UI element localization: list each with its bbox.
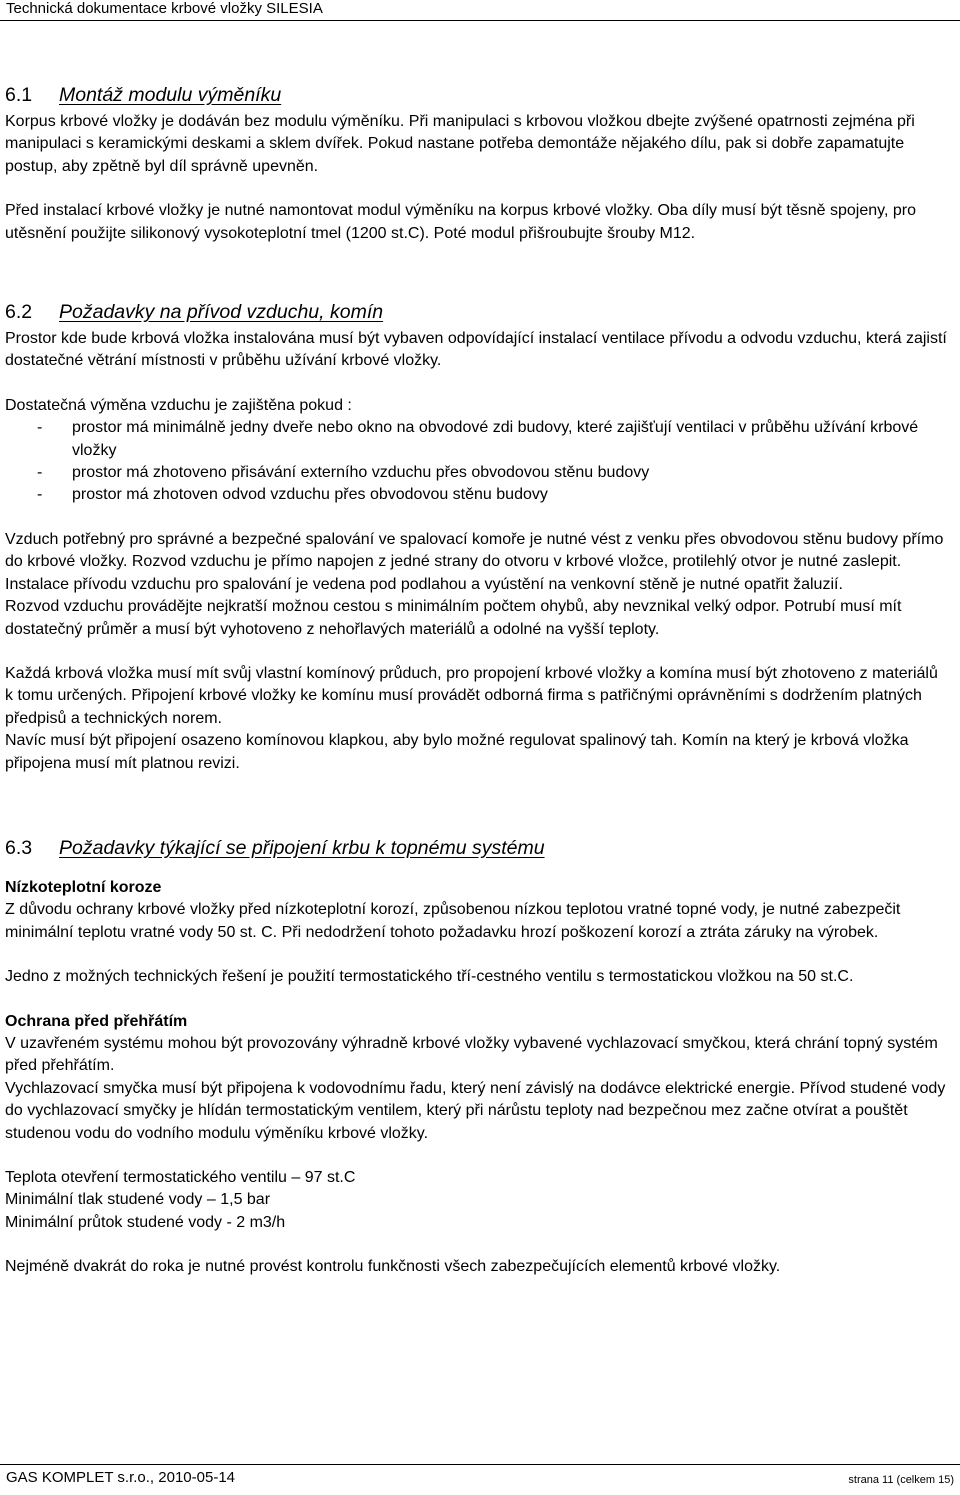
spec-line: Minimální tlak studené vody – 1,5 bar xyxy=(5,1191,271,1209)
footer-rule xyxy=(0,1464,960,1465)
header-rule xyxy=(0,20,960,21)
paragraph: Navíc musí být připojení osazeno komínovou klapkou, aby bylo možné regulovat spalinový tah. Komín na který je krbová vložka připojena musí mít platnou revizi. xyxy=(5,732,909,772)
list-item: - prostor má zhotoven odvod vzduchu přes obvodovou stěnu budovy xyxy=(5,484,950,506)
paragraph: Z důvodu ochrany krbové vložky před nízkoteplotní korozí, způsobenou nízkou teplotou vratné topné vody, je nutné zabezpečit minimální teplotu vratné vody 50 st. C. Při nedodržení tohoto požadavku hrozí poškození korozí a ztráta záruky na výrobek. xyxy=(5,901,901,941)
paragraph: Každá krbová vložka musí mít svůj vlastní komínový průduch, pro propojení krbové vložky a komína musí být zhotoveno z materiálů k tomu určených. Připojení krbové vložky ke komínu musí provádět odborná firma s patřičnými oprávněními s dodržením platných předpisů a technických norem. xyxy=(5,664,938,727)
paragraph: Korpus krbové vložky je dodáván bez modulu výměníku. Při manipulaci s krbovou vložkou dbejte zvýšené opatrnosti zejména při manipulaci s keramickými deskami a sklem dvířek. Pokud nastane potřeba demontáže nějakého dílu, pak si dobře zapamatujte postup, aby zpětně byl díl správně upevněn. xyxy=(5,113,915,175)
footer-company-date: GAS KOMPLET s.r.o., 2010-05-14 xyxy=(6,1469,235,1486)
section-title: Požadavky týkající se připojení krbu k topnému systému xyxy=(59,836,545,859)
paragraph: Vzduch potřebný pro správné a bezpečné spalování ve spalovací komoře je nutné vést z venku přes obvodovou stěnu budovy přímo do krbové vložky. Rozvod vzduchu je přímo napojen z jedné strany do otvoru v krbové vložce, protilehlý otvor je nutné zaslepit. Instalace přívodu vzduchu pro spalování je vedena pod podlahou a vyústění na venkovní stěně je nutné opatřit žaluzií. xyxy=(5,530,944,593)
section-6-1-heading xyxy=(5,82,950,108)
section-number: 6.1 xyxy=(5,84,33,106)
paragraph: Dostatečná výměna vzduchu je zajištěna pokud : xyxy=(5,396,352,414)
paragraph: V uzavřeném systému mohou být provozovány výhradně krbové vložky vybavené vychlazovací smyčkou, která chrání topný systém před přehřátím. xyxy=(5,1034,938,1075)
subheading-low-temp-corrosion: Nízkoteplotní koroze xyxy=(5,878,162,896)
section-6-3-heading xyxy=(5,835,950,861)
section-title: Požadavky na přívod vzduchu, komín xyxy=(59,301,384,324)
document-body xyxy=(5,82,950,1279)
ventilation-list xyxy=(5,417,950,507)
paragraph: Vychlazovací smyčka musí být připojena k vodovodnímu řadu, který není závislý na dodávce elektrické energie. Přívod studené vody do vychlazovací smyčky je hlídán termostatickým ventilem, který při nárůstu teploty nad bezpečnou mez začne otvírat a pouštět studenou vodu do vodního modulu výměníku krbové vložky. xyxy=(5,1079,946,1142)
subheading-overheat-protection: Ochrana před přehřátím xyxy=(5,1012,188,1030)
section-number: 6.3 xyxy=(5,836,33,859)
paragraph: Rozvod vzduchu provádějte nejkratší možnou cestou s minimálním počtem ohybů, aby nevznikal velký odpor. Potrubí musí mít dostatečný průměr a musí být vyhotoveno z nehořlavých materiálů a odolné na vyšší teploty. xyxy=(5,598,902,638)
list-item: - prostor má zhotoveno přisávání externího vzduchu přes obvodovou stěnu budovy xyxy=(5,462,950,484)
paragraph: Jedno z možných technických řešení je použití termostatického tří-cestného ventilu s termostatickou vložkou na 50 st.C. xyxy=(5,968,854,986)
list-item: - prostor má minimálně jedny dveře nebo okno na obvodové zdi budovy, které zajišťují ventilaci v průběhu užívání krbové vložky xyxy=(5,417,950,462)
spec-line: Minimální průtok studené vody - 2 m3/h xyxy=(5,1213,286,1231)
document-header-title: Technická dokumentace krbové vložky SILESIA xyxy=(6,0,323,17)
section-6-2-heading xyxy=(5,299,950,325)
paragraph: Nejméně dvakrát do roka je nutné provést kontrolu funkčnosti všech zabezpečujících elementů krbové vložky. xyxy=(5,1258,781,1276)
paragraph: Před instalací krbové vložky je nutné namontovat modul výměníku na korpus krbové vložky. Oba díly musí být těsně spojeny, pro utěsnění použijte silikonový vysokoteplotní tmel (1200 st.C). Poté modul přišroubujte šrouby M12. xyxy=(5,202,916,242)
footer-page-number: strana 11 (celkem 15) xyxy=(848,1474,954,1486)
paragraph: Prostor kde bude krbová vložka instalována musí být vybaven odpovídající instalací ventilace přívodu a odvodu vzduchu, která zajistí dostatečné větrání místnosti v průběhu užívání krbové vložky. xyxy=(5,330,947,370)
section-number: 6.2 xyxy=(5,301,33,324)
spec-line: Teplota otevření termostatického ventilu – 97 st.C xyxy=(5,1169,356,1186)
section-title: Montáž modulu výměníku xyxy=(59,84,282,106)
